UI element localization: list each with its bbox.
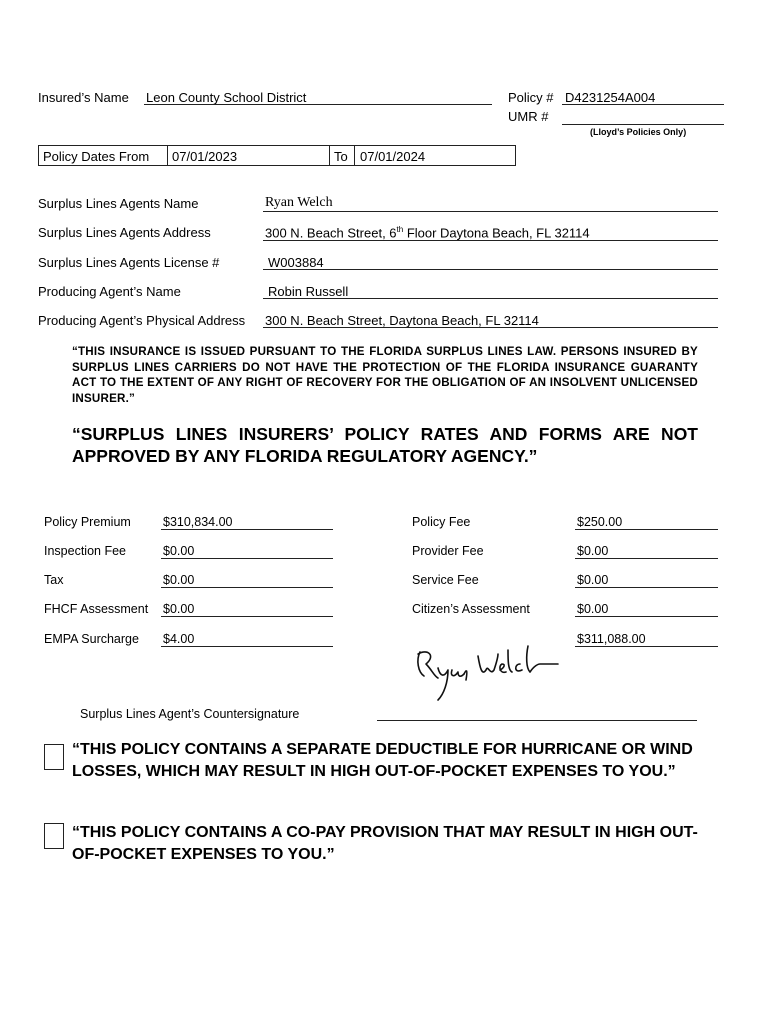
fee-label: Citizen’s Assessment xyxy=(412,602,530,616)
countersignature-label: Surplus Lines Agent’s Countersignature xyxy=(80,707,300,721)
dates-divider xyxy=(354,145,355,165)
fee-underline xyxy=(575,558,718,559)
producing-agent-address-underline xyxy=(263,327,718,328)
countersignature-image xyxy=(408,642,568,702)
umr-label: UMR # xyxy=(508,109,549,124)
surplus-agent-license-underline xyxy=(263,269,718,270)
surplus-agent-license-label: Surplus Lines Agents License # xyxy=(38,255,220,270)
total-underline xyxy=(575,646,718,647)
fee-label: Inspection Fee xyxy=(44,544,126,558)
florida-surplus-lines-notice: “THIS INSURANCE IS ISSUED PURSUANT TO THE FLORIDA SURPLUS LINES LAW. PERSONS INSURED BY SURPLUS LINES CARRIERS DO NOT HAVE THE PROTECTION OF THE FLORIDA INSURANCE GUARANTY ACT TO THE EXTENT OF ANY RIGHT OF RECOVERY FOR THE OBLIGATION OF AN INSOLVENT UNLICENSED INSURER.” xyxy=(72,345,698,405)
insured-name-value[interactable]: Leon County School District xyxy=(146,90,307,105)
fee-label: Tax xyxy=(44,573,64,587)
policy-dates-to-label: To xyxy=(334,149,348,164)
fee-value[interactable]: $0.00 xyxy=(163,544,195,558)
fee-underline xyxy=(161,616,333,617)
fee-value[interactable]: $250.00 xyxy=(577,515,623,529)
policy-dates-from-label: Policy Dates From xyxy=(43,149,150,164)
umr-underline xyxy=(562,124,724,125)
fee-value[interactable]: $310,834.00 xyxy=(163,515,233,529)
surplus-agent-name-underline xyxy=(263,211,718,212)
surplus-agent-name-value[interactable]: Ryan Welch xyxy=(265,195,333,210)
fee-label: EMPA Surcharge xyxy=(44,632,139,646)
fee-label: Service Fee xyxy=(412,573,479,587)
copay-provision-checkbox[interactable] xyxy=(44,823,64,849)
insured-name-underline xyxy=(144,104,492,105)
insured-name-label: Insured’s Name xyxy=(38,90,129,105)
fee-underline xyxy=(161,529,333,530)
dates-divider xyxy=(329,145,330,165)
fee-value[interactable]: $0.00 xyxy=(163,573,195,587)
fee-underline xyxy=(161,587,333,588)
rates-forms-notice: “SURPLUS LINES INSURERS’ POLICY RATES AND FORMS ARE NOT APPROVED BY ANY FLORIDA REGULATORY AGENCY.” xyxy=(72,424,698,466)
hurricane-deductible-checkbox[interactable] xyxy=(44,744,64,770)
policy-dates-from-value[interactable]: 07/01/2023 xyxy=(172,149,238,164)
total-value[interactable]: $311,088.00 xyxy=(577,632,646,646)
policy-number-value[interactable]: D4231254A004 xyxy=(565,90,656,105)
producing-agent-name-value[interactable]: Robin Russell xyxy=(268,284,349,299)
surplus-agent-address-value[interactable]: 300 N. Beach Street, 6th Floor Daytona Beach, FL 32114 xyxy=(265,225,590,241)
fee-value[interactable]: $0.00 xyxy=(577,544,609,558)
surplus-agent-address-label: Surplus Lines Agents Address xyxy=(38,225,211,240)
fee-label: Policy Premium xyxy=(44,515,131,529)
fee-value[interactable]: $0.00 xyxy=(577,573,609,587)
producing-agent-address-value[interactable]: 300 N. Beach Street, Daytona Beach, FL 32114 xyxy=(265,313,539,328)
surplus-agent-license-value[interactable]: W003884 xyxy=(268,255,324,270)
fee-underline xyxy=(575,529,718,530)
copay-provision-notice: “THIS POLICY CONTAINS A CO-PAY PROVISION THAT MAY RESULT IN HIGH OUT-OF-POCKET EXPENSES TO YOU.” xyxy=(72,824,698,863)
policy-number-label: Policy # xyxy=(508,90,554,105)
countersignature-line[interactable] xyxy=(377,720,697,721)
fee-underline xyxy=(575,587,718,588)
fee-value[interactable]: $0.00 xyxy=(163,602,195,616)
hurricane-deductible-notice: “THIS POLICY CONTAINS A SEPARATE DEDUCTIBLE FOR HURRICANE OR WIND LOSSES, WHICH MAY RESULT IN HIGH OUT-OF-POCKET EXPENSES TO YOU.” xyxy=(72,741,693,780)
dates-divider xyxy=(167,145,168,165)
lloyds-note: (Lloyd’s Policies Only) xyxy=(590,127,687,137)
fee-label: Policy Fee xyxy=(412,515,471,529)
surplus-agent-address-underline xyxy=(263,240,718,241)
surplus-agent-name-label: Surplus Lines Agents Name xyxy=(38,196,199,211)
fee-underline xyxy=(161,646,333,647)
fee-label: FHCF Assessment xyxy=(44,602,149,616)
policy-dates-to-value[interactable]: 07/01/2024 xyxy=(360,149,426,164)
fee-value[interactable]: $0.00 xyxy=(577,602,609,616)
producing-agent-name-underline xyxy=(263,298,718,299)
fee-label: Provider Fee xyxy=(412,544,484,558)
fee-underline xyxy=(161,558,333,559)
producing-agent-name-label: Producing Agent’s Name xyxy=(38,284,181,299)
producing-agent-address-label: Producing Agent’s Physical Address xyxy=(38,313,246,328)
fee-value[interactable]: $4.00 xyxy=(163,632,195,646)
signature-strokes xyxy=(418,646,558,700)
fee-underline xyxy=(575,616,718,617)
policy-number-underline xyxy=(562,104,724,105)
